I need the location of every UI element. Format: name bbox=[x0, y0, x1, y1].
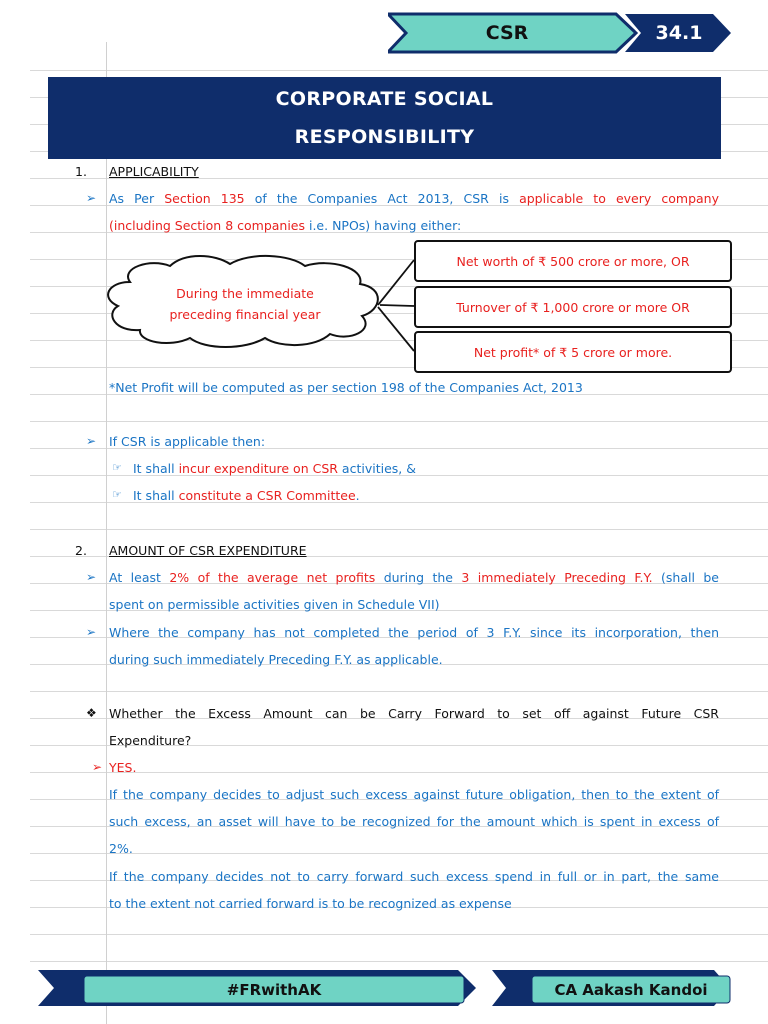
answer-para-1-line-3: 2%. bbox=[109, 841, 133, 856]
footer-author-banner bbox=[492, 968, 732, 1008]
title-banner bbox=[48, 77, 721, 159]
answer-para-2-line-2: to the extent not carried forward is to be recognized as expense bbox=[109, 896, 512, 911]
arrow-bullet-icon: ➢ bbox=[92, 760, 103, 774]
pointing-hand-icon: ☞ bbox=[112, 461, 122, 474]
question-line-2: Expenditure? bbox=[109, 733, 192, 748]
answer-para-1-line-1: If the company decides to adjust such excess against future obligation, then to the extent of bbox=[109, 787, 719, 802]
sub-point-committee: It shall constitute a CSR Committee. bbox=[133, 488, 360, 503]
incorporation-line-1: Where the company has not completed the period of 3 F.Y. since its incorporation, then bbox=[109, 625, 719, 640]
section-2-heading: AMOUNT OF CSR EXPENDITURE bbox=[109, 543, 307, 558]
answer-yes: YES. bbox=[109, 760, 137, 775]
topic-tab bbox=[388, 12, 638, 54]
net-profit-note: *Net Profit will be computed as per section 198 of the Companies Act, 2013 bbox=[109, 380, 583, 395]
criterion-net-profit: Net profit* of ₹ 5 crore or more. bbox=[414, 331, 732, 373]
if-applicable-text: If CSR is applicable then: bbox=[109, 434, 266, 449]
banner-line-2: RESPONSIBILITY bbox=[294, 126, 475, 148]
connector-top bbox=[378, 260, 414, 305]
answer-para-1-line-2: such excess, an asset will have to be recognized for the amount which is spent in excess of bbox=[109, 814, 719, 829]
page-number-tab bbox=[625, 12, 733, 54]
amount-line-1: At least 2% of the average net profits during the 3 immediately Preceding F.Y. (shall be bbox=[109, 570, 720, 585]
applicability-line-2: (including Section 8 companies i.e. NPOs) having either: bbox=[109, 218, 462, 233]
criterion-net-worth: Net worth of ₹ 500 crore or more, OR bbox=[414, 240, 732, 282]
section-1-heading: APPLICABILITY bbox=[109, 164, 199, 179]
topic-tab-label: CSR bbox=[485, 22, 529, 44]
section-1-number: 1. bbox=[75, 164, 87, 179]
footer-author-label: CA Aakash Kandoi bbox=[554, 980, 708, 999]
answer-para-2-line-1: If the company decides not to carry forward such excess spend in full or in part, the same bbox=[109, 869, 719, 884]
connector-bottom bbox=[378, 307, 414, 351]
applicability-line-1: As Per Section 135 of the Companies Act 2013, CSR is applicable to every company bbox=[109, 191, 719, 206]
arrow-bullet-icon: ➢ bbox=[86, 625, 97, 639]
arrow-bullet-icon: ➢ bbox=[86, 191, 97, 205]
connector-middle bbox=[380, 305, 414, 306]
banner-line-1: CORPORATE SOCIAL bbox=[275, 88, 494, 110]
footer-hashtag-label: #FRwithAK bbox=[226, 980, 322, 999]
sub-point-expenditure: It shall incur expenditure on CSR activities, & bbox=[133, 461, 416, 476]
section-2-number: 2. bbox=[75, 543, 87, 558]
diamond-bullet-icon: ❖ bbox=[86, 706, 97, 720]
criterion-turnover: Turnover of ₹ 1,000 crore or more OR bbox=[414, 286, 732, 328]
question-line-1: Whether the Excess Amount can be Carry Forward to set off against Future CSR bbox=[109, 706, 719, 721]
footer-hashtag-banner bbox=[38, 968, 478, 1008]
pointing-hand-icon: ☞ bbox=[112, 488, 122, 501]
arrow-bullet-icon: ➢ bbox=[86, 434, 97, 448]
page-number-label: 34.1 bbox=[655, 22, 703, 44]
amount-line-2: spent on permissible activities given in Schedule VII) bbox=[109, 597, 440, 612]
arrow-bullet-icon: ➢ bbox=[86, 570, 97, 584]
cloud-label: During the immediate preceding financial year bbox=[169, 286, 321, 322]
incorporation-line-2: during such immediately Preceding F.Y. as applicable. bbox=[109, 652, 443, 667]
